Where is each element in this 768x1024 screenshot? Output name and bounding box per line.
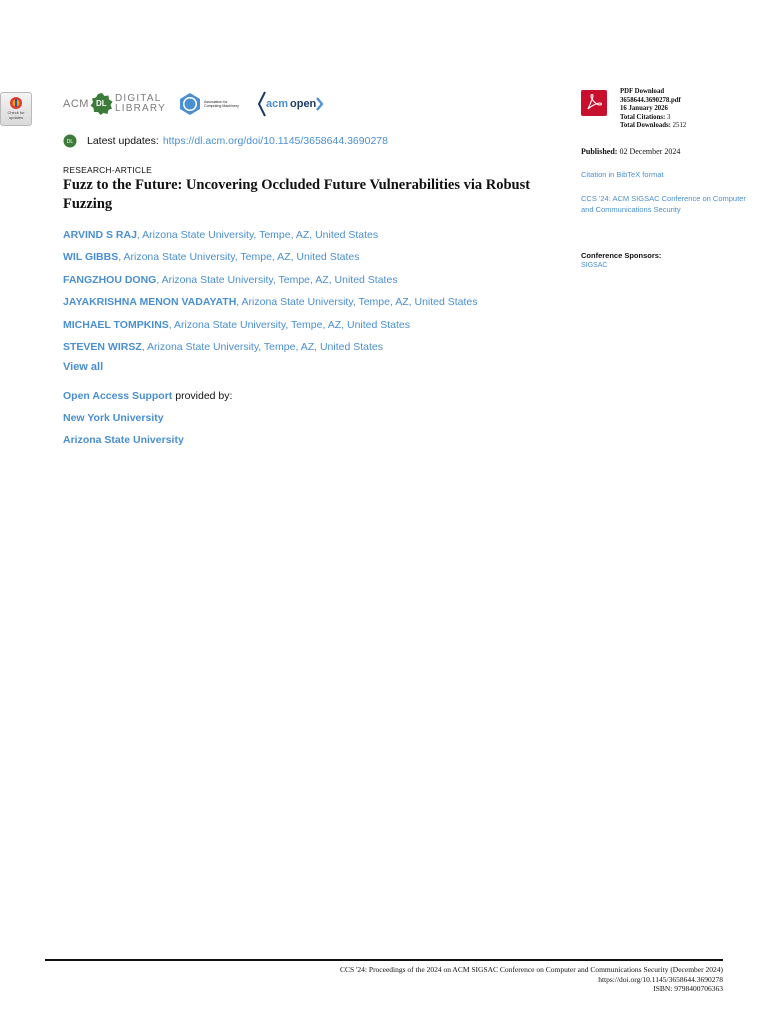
assoc-line1: Association for — [203, 100, 228, 104]
author-name-link[interactable]: WIL GIBBS — [63, 251, 119, 264]
pdf-download-label[interactable]: PDF Download — [620, 88, 665, 95]
digital-library-text — [115, 94, 166, 114]
total-downloads-value: 2512 — [672, 122, 687, 130]
latest-updates-dl-icon — [63, 134, 77, 148]
digital-word: DIGITAL — [114, 93, 162, 104]
published-value: 02 December 2024 — [619, 147, 681, 156]
institution-link[interactable]: New York University — [63, 412, 164, 424]
published-label: Published: — [581, 147, 618, 156]
author-affiliation: , Arizona State University, Tempe, AZ, United States — [118, 251, 360, 264]
latest-updates-label: Latest updates: — [87, 135, 159, 147]
pdf-icon — [581, 90, 607, 116]
bibtex-citation-link[interactable]: Citation in BibTeX format — [581, 170, 664, 179]
author-item — [63, 273, 478, 295]
institution-link[interactable]: Arizona State University — [63, 434, 184, 446]
pdf-file-name: 3658644.3690278.pdf — [620, 96, 681, 104]
author-affiliation: , Arizona State University, Tempe, AZ, United States — [156, 273, 398, 286]
open-access-provided-by: provided by: — [172, 390, 233, 402]
footer-rule — [45, 959, 723, 961]
acm-logo-text: ACM — [63, 98, 89, 110]
conference-link[interactable]: CCS '24: ACM SIGSAC Conference on Computer and Communications Security — [581, 194, 746, 214]
svg-text:DL: DL — [66, 139, 74, 145]
assoc-line2: Computing Machinery — [203, 104, 239, 108]
library-word: LIBRARY — [114, 103, 166, 114]
dl-badge-text: DL — [96, 99, 107, 108]
author-list — [63, 228, 478, 362]
logo-row — [63, 90, 324, 118]
latest-updates — [63, 134, 388, 148]
open-access-support — [63, 390, 232, 402]
footer-proceedings: CCS '24: Proceedings of the 2024 on ACM SIGSAC Conference on Computer and Communications Security (December 2024) — [340, 965, 723, 974]
article-type: RESEARCH-ARTICLE — [63, 165, 153, 175]
acm-open-open-text: open — [290, 98, 317, 110]
author-item — [63, 228, 478, 250]
footer-citation — [340, 965, 723, 994]
author-name-link[interactable]: MICHAEL TOMPKINS — [63, 318, 169, 331]
author-affiliation: , Arizona State University, Tempe, AZ, United States — [236, 296, 478, 309]
author-affiliation: , Arizona State University, Tempe, AZ, United States — [136, 229, 379, 241]
pdf-download-info — [620, 88, 686, 131]
check-updates-icon — [9, 96, 23, 110]
author-item — [63, 250, 478, 272]
total-citations-label: Total Citations: — [620, 113, 666, 121]
author-affiliation: , Arizona State University, Tempe, AZ, United States — [168, 318, 411, 331]
sponsor-link[interactable]: SIGSAC — [581, 262, 608, 269]
pdf-download-button[interactable] — [581, 90, 607, 116]
view-all-authors-link[interactable]: View all — [63, 361, 104, 373]
acm-open-logo[interactable] — [258, 91, 324, 117]
author-item — [63, 295, 478, 317]
total-downloads-label: Total Downloads: — [620, 122, 671, 130]
author-affiliation: , Arizona State University, Tempe, AZ, United States — [141, 340, 383, 353]
check-updates-label: Check for updates — [7, 110, 25, 120]
conference-sponsors-label: Conference Sponsors: — [581, 251, 662, 260]
footer-doi-link[interactable]: https://doi.org/10.1145/3658644.3690278 — [598, 974, 723, 984]
author-name-link[interactable]: ARVIND S RAJ — [63, 229, 137, 241]
pdf-date: 16 January 2026 — [620, 105, 668, 113]
acm-digital-library-logo[interactable] — [63, 92, 166, 116]
acm-association-text — [204, 100, 246, 108]
author-name-link[interactable]: JAYAKRISHNA MENON VADAYATH — [63, 296, 237, 309]
article-title: Fuzz to the Future: Uncovering Occluded Future Vulnerabilities via Robust Fuzzing — [63, 177, 531, 212]
acm-open-acm-text: acm — [265, 98, 288, 110]
author-item — [63, 318, 478, 340]
total-citations-value: 3 — [666, 113, 671, 121]
footer-isbn: ISBN: 9798400706363 — [653, 984, 723, 994]
acm-open-left-chevron-icon — [258, 91, 266, 117]
author-item — [63, 340, 478, 362]
acm-association-logo[interactable] — [178, 92, 246, 116]
published-date — [581, 147, 680, 156]
acm-open-right-chevron-icon — [316, 91, 324, 117]
author-name-link[interactable]: FANGZHOU DONG — [63, 273, 157, 286]
latest-updates-link[interactable]: https://dl.acm.org/doi/10.1145/3658644.3690278 — [162, 135, 388, 147]
acm-seal-icon — [178, 92, 202, 116]
open-access-support-link[interactable]: Open Access Support — [63, 390, 173, 402]
author-name-link[interactable]: STEVEN WIRSZ — [63, 340, 142, 353]
check-for-updates-badge[interactable] — [0, 92, 32, 126]
